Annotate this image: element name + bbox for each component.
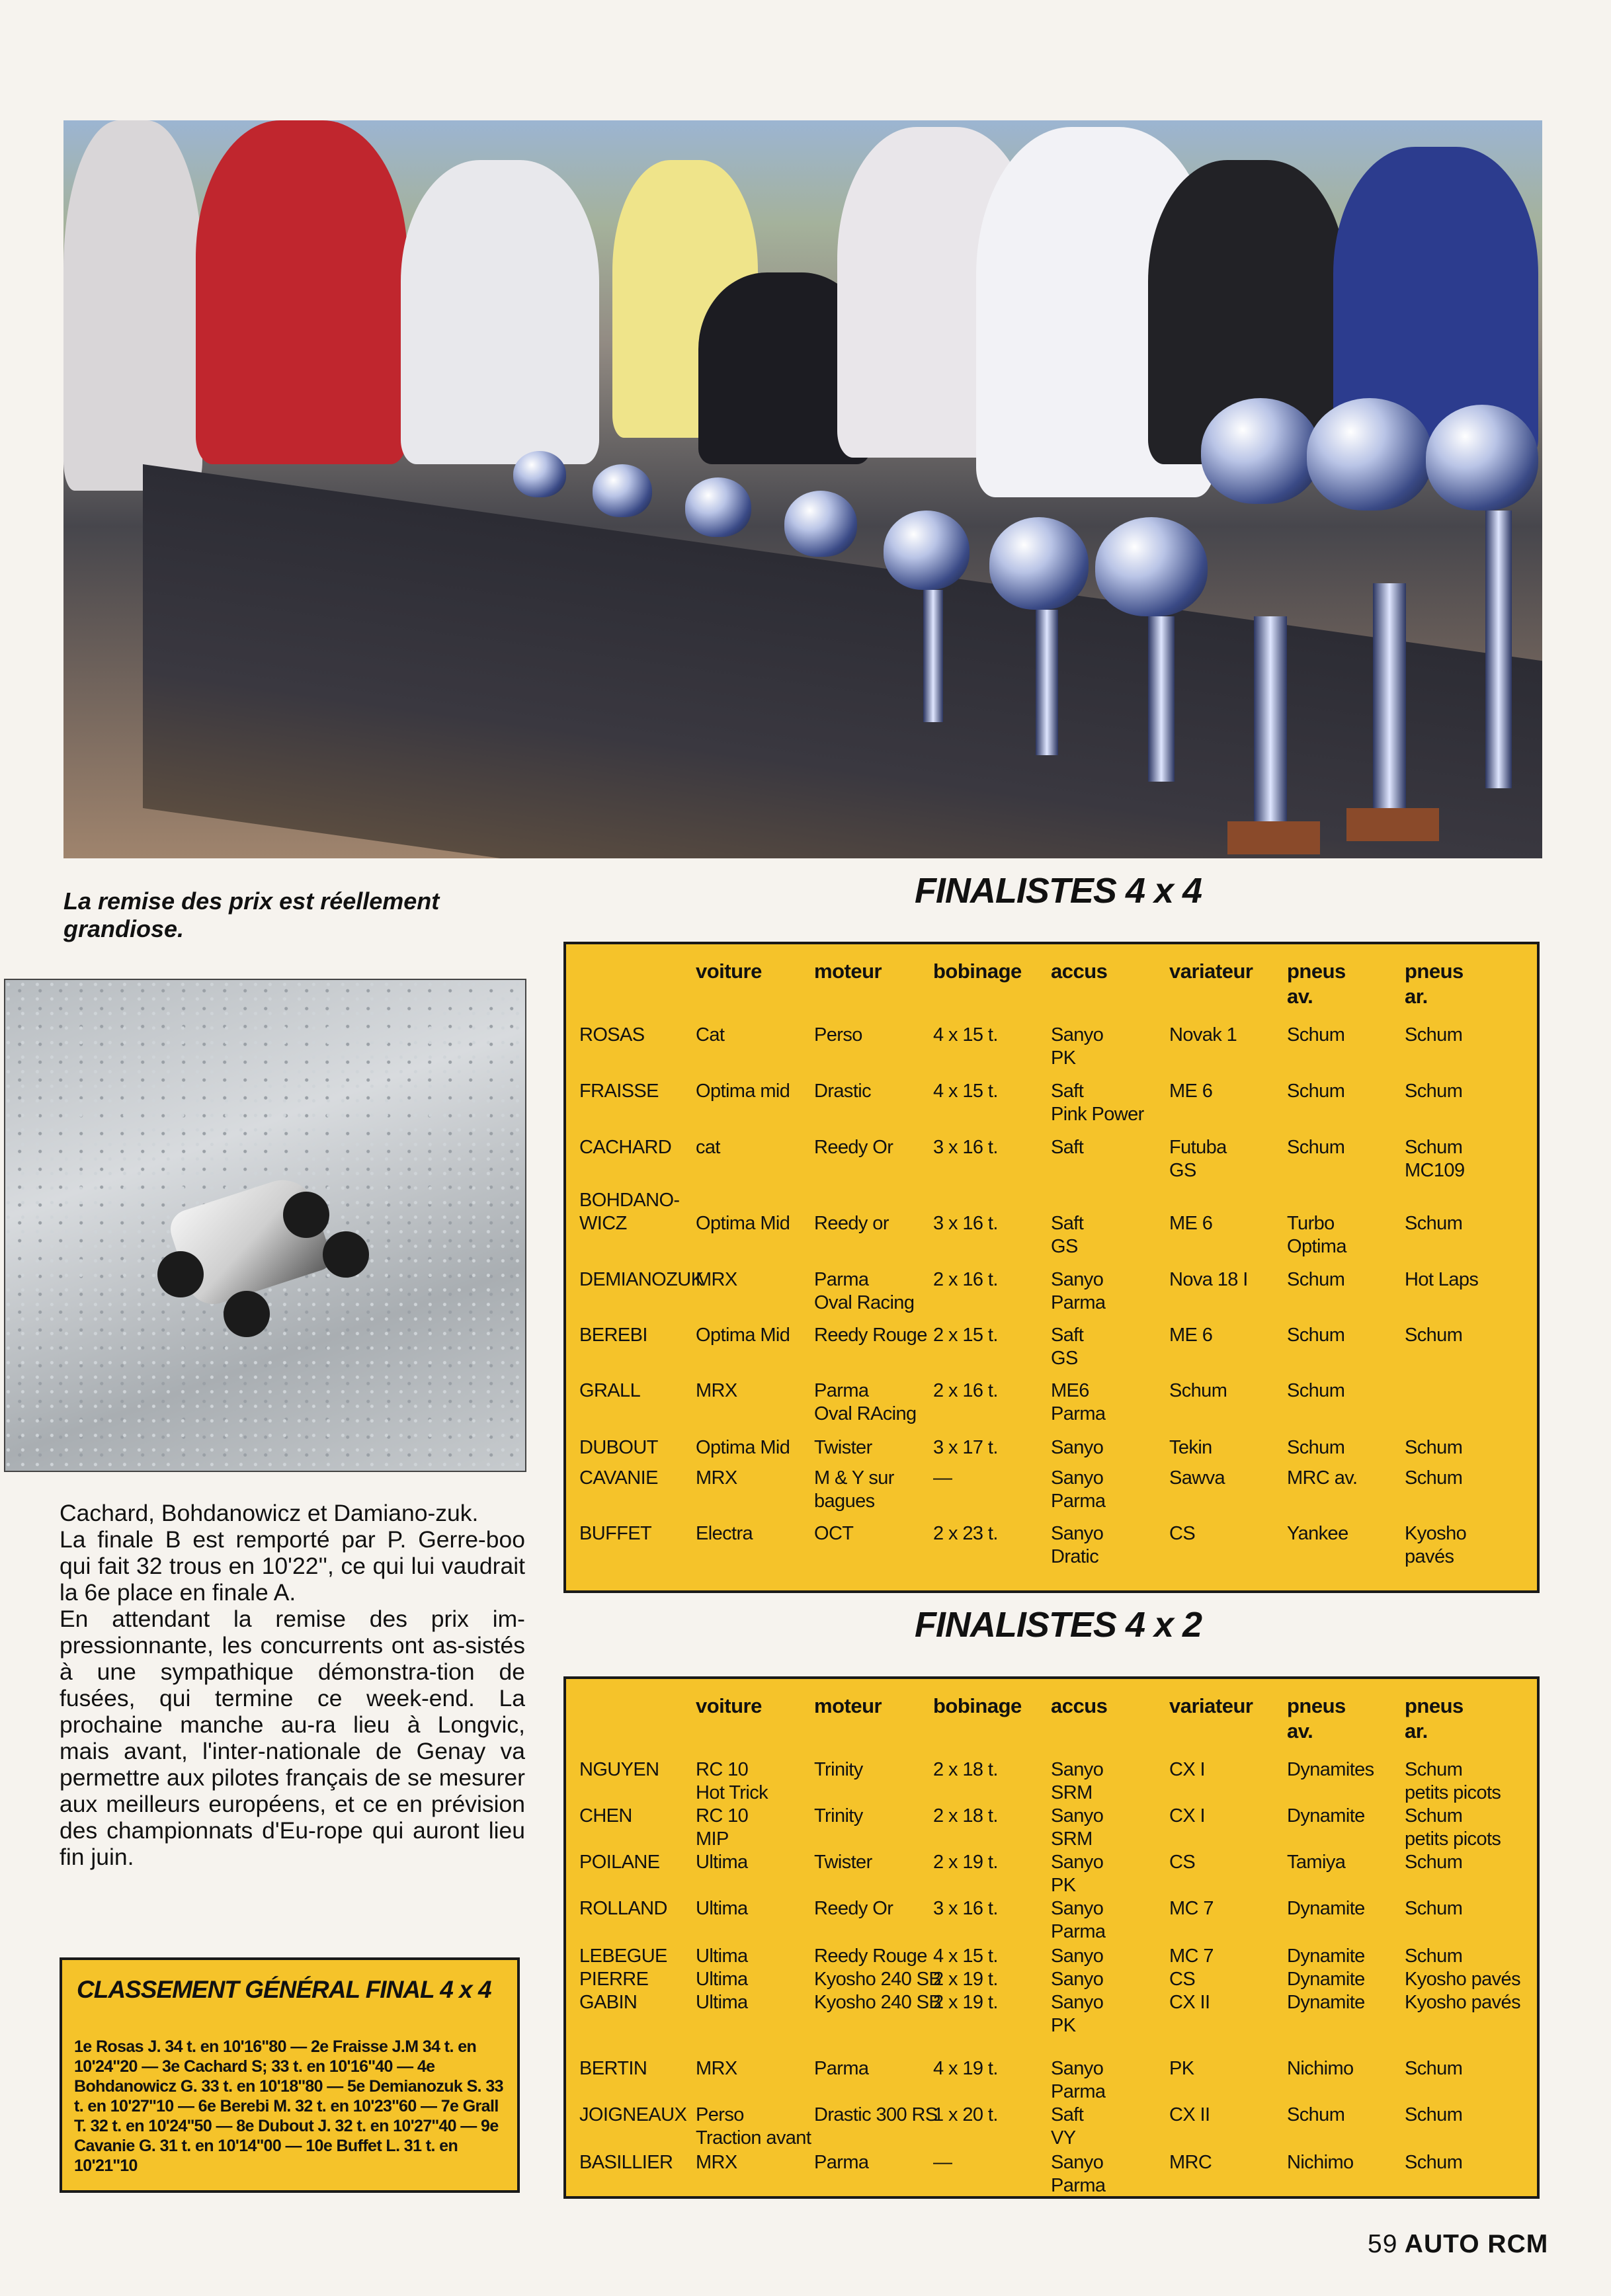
table-cell: Reedy Or xyxy=(814,1898,893,1919)
table-cell: Schum xyxy=(1405,2104,1463,2125)
table-cell: MRX xyxy=(696,2152,737,2173)
table-cell: MC 7 CS CX II xyxy=(1169,1946,1214,2013)
table-cell: PK xyxy=(1169,2058,1194,2079)
table-cell: Sanyo Parma xyxy=(1051,1269,1106,1313)
table-cell: 3 x 16 t. xyxy=(933,1898,998,1919)
magazine-name: AUTO RCM xyxy=(1404,2230,1549,2258)
table-cell: Turbo Optima xyxy=(1287,1213,1346,1257)
table-cell: Schum MC109 xyxy=(1405,1137,1465,1181)
column-header: pneus av. xyxy=(1287,960,1346,1008)
pilot-name-cell: BUFFET xyxy=(579,1523,652,1544)
table-cell: MRX xyxy=(696,1269,737,1290)
table-cell: CX I xyxy=(1169,1759,1205,1780)
table-cell: Schum xyxy=(1287,1137,1345,1158)
table-cell: CX II xyxy=(1169,2104,1210,2125)
table-cell: Sanyo Parma xyxy=(1051,2152,1106,2196)
table-cell: MRX xyxy=(696,1380,737,1401)
table-cell: Nichimo xyxy=(1287,2152,1354,2173)
table-cell: Parma xyxy=(814,2152,869,2173)
table-cell: Schum xyxy=(1405,2152,1463,2173)
pilot-name-cell: JOIGNEAUX xyxy=(579,2104,687,2125)
table-cell: Schum Kyosho pavés Kyosho pavés xyxy=(1405,1946,1520,2013)
table-cell: Tekin xyxy=(1169,1437,1212,1458)
table-cell: Perso Traction avant xyxy=(696,2104,811,2149)
table-cell: Sanyo Dratic xyxy=(1051,1523,1104,1567)
table-cell: Sanyo SRM xyxy=(1051,1759,1104,1803)
table-cell: Schum petits picots xyxy=(1405,1759,1501,1803)
article-text xyxy=(60,1500,525,1870)
table-cell: 3 x 16 t. xyxy=(933,1137,998,1158)
pilot-name-cell: CACHARD xyxy=(579,1137,672,1158)
table-cell: Schum petits picots xyxy=(1405,1805,1501,1850)
column-header: moteur xyxy=(814,1694,882,1717)
pilot-name-cell: BERTIN xyxy=(579,2058,647,2079)
table-cell: ME 6 xyxy=(1169,1325,1213,1346)
table-cell: Drastic 300 RS xyxy=(814,2104,938,2125)
table-cell: Schum xyxy=(1405,1437,1463,1458)
table-cell: CS xyxy=(1169,1523,1196,1544)
table-cell: Schum xyxy=(1405,1852,1463,1873)
pilot-name-cell: BOHDANO- WICZ xyxy=(579,1190,680,1234)
table-cell: 2 x 19 t. xyxy=(933,1852,998,1873)
table-cell: Ultima xyxy=(696,1852,748,1873)
column-header: pneus ar. xyxy=(1405,1694,1464,1742)
page-number: 59 xyxy=(1368,2230,1398,2258)
table-cell: Optima mid xyxy=(696,1081,790,1102)
column-header: voiture xyxy=(696,1694,762,1717)
table-cell: Schum xyxy=(1405,1213,1463,1234)
table-cell: Sanyo Sanyo Sanyo PK xyxy=(1051,1946,1104,2036)
table-cell: Yankee xyxy=(1287,1523,1348,1544)
table-cell: Saft VY xyxy=(1051,2104,1084,2149)
table-cell: Schum xyxy=(1287,1325,1345,1346)
pilot-name-cell: NGUYEN xyxy=(579,1759,659,1780)
table-cell: 4 x 19 t. xyxy=(933,2058,998,2079)
table-cell: Sanyo PK xyxy=(1051,1024,1104,1069)
column-header: bobinage xyxy=(933,1694,1022,1717)
table-cell: Hot Laps xyxy=(1405,1269,1479,1290)
table-cell: Futuba GS xyxy=(1169,1137,1227,1181)
column-header: voiture xyxy=(696,960,762,983)
table-cell: Trinity xyxy=(814,1805,863,1826)
table-cell: Schum xyxy=(1287,1024,1345,1046)
table-cell: Schum xyxy=(1287,2104,1345,2125)
table-cell: MRC av. xyxy=(1287,1467,1358,1489)
column-header: moteur xyxy=(814,960,882,983)
table-cell: Schum xyxy=(1405,1081,1463,1102)
pilot-name-cell: DUBOUT xyxy=(579,1437,658,1458)
article-paragraph: En attendant la remise des prix im-pressionnante, les concurrents ont as-sistés à une sympathique démonstra-tion de fusées, qui termine ce week-end. La prochaine manche au-ra lieu à Longvic, mais avant, l'inter-nationale de Genay va permettre aux pilotes français de se mesurer aux meilleurs européens, et ce en prévision des championnats d'Eu-rope qui auront lieu fin juin. xyxy=(60,1606,525,1870)
photo-caption: La remise des prix est réellement grandiose. xyxy=(63,887,440,942)
table-cell: Twister xyxy=(814,1852,872,1873)
table-cell: ME6 Parma xyxy=(1051,1380,1106,1424)
article-paragraph: Cachard, Bohdanowicz et Damiano-zuk. xyxy=(60,1500,479,1526)
table-cell: CX I xyxy=(1169,1805,1205,1826)
table-cell: Sanyo Parma xyxy=(1051,1898,1106,1942)
table-cell: Cat xyxy=(696,1024,725,1046)
table-cell: Parma Oval RAcing xyxy=(814,1380,917,1424)
table-cell: Perso xyxy=(814,1024,862,1046)
pilot-name-cell: CAVANIE xyxy=(579,1467,658,1489)
table-cell: 1 x 20 t. xyxy=(933,2104,998,2125)
table-cell: Schum xyxy=(1287,1437,1345,1458)
table-4x2-title: FINALISTES 4 x 2 xyxy=(914,1605,1202,1645)
table-cell: MRX xyxy=(696,2058,737,2079)
table-cell: Optima Mid xyxy=(696,1213,790,1234)
table-cell: RC 10 Hot Trick xyxy=(696,1759,768,1803)
table-cell: Sanyo Parma xyxy=(1051,1467,1106,1512)
classement-box xyxy=(60,1957,520,2193)
table-cell: Novak 1 xyxy=(1169,1024,1237,1046)
table-cell: 3 x 17 t. xyxy=(933,1437,998,1458)
table-cell: Trinity xyxy=(814,1759,863,1780)
table-cell: CS xyxy=(1169,1852,1196,1873)
table-cell: Parma xyxy=(814,2058,869,2079)
pilot-name-cell: POILANE xyxy=(579,1852,660,1873)
table-cell: Nova 18 I xyxy=(1169,1269,1248,1290)
column-header: variateur xyxy=(1169,960,1253,983)
table-cell: OCT xyxy=(814,1523,854,1544)
table-cell: 4 x 15 t. 2 x 19 t. 2 x 19 t. xyxy=(933,1946,998,2013)
table-cell: ME 6 xyxy=(1169,1213,1213,1234)
classement-title: CLASSEMENT GÉNÉRAL FINAL 4 x 4 xyxy=(77,1976,491,2003)
table-cell: Twister xyxy=(814,1437,872,1458)
table-cell: Schum xyxy=(1405,1467,1463,1489)
table-cell: MC 7 xyxy=(1169,1898,1214,1919)
table-cell: Schum xyxy=(1405,2058,1463,2079)
pilot-name-cell: FRAISSE xyxy=(579,1081,659,1102)
column-header: pneus ar. xyxy=(1405,960,1464,1008)
table-cell: Ultima Ultima Ultima xyxy=(696,1946,748,2013)
pilot-name-cell: BASILLIER xyxy=(579,2152,673,2173)
table-cell: Schum xyxy=(1287,1081,1345,1102)
table-cell: Sanyo Parma xyxy=(1051,2058,1106,2102)
table-cell: Dynamite xyxy=(1287,1898,1365,1919)
table-cell: 2 x 23 t. xyxy=(933,1523,998,1544)
table-cell: M & Y sur bagues xyxy=(814,1467,894,1512)
table-cell: cat xyxy=(696,1137,720,1158)
table-cell: 4 x 15 t. xyxy=(933,1024,998,1046)
table-cell: Reedy or xyxy=(814,1213,889,1234)
table-cell: Schum xyxy=(1287,1269,1345,1290)
table-cell: Dynamite Dynamite Dynamite xyxy=(1287,1946,1365,2013)
table-cell: 3 x 16 t. xyxy=(933,1213,998,1234)
table-cell: 4 x 15 t. xyxy=(933,1081,998,1102)
page-footer xyxy=(1368,2230,1548,2259)
table-cell: Reedy Rouge Kyosho 240 SB Kyosho 240 SB xyxy=(814,1946,942,2013)
table-cell: Drastic xyxy=(814,1081,872,1102)
table-cell: Dynamites xyxy=(1287,1759,1374,1780)
pilot-name-cell: GRALL xyxy=(579,1380,641,1401)
finalistes-4x2-table xyxy=(563,1676,1540,2199)
finalistes-4x4-table xyxy=(563,942,1540,1593)
table-cell: — xyxy=(933,2152,952,2173)
table-cell: Saft GS xyxy=(1051,1213,1084,1257)
table-cell: Saft Pink Power xyxy=(1051,1081,1144,1125)
table-cell: Reedy Rouge xyxy=(814,1325,927,1346)
table-cell: Saft GS xyxy=(1051,1325,1084,1369)
table-cell: 2 x 15 t. xyxy=(933,1325,998,1346)
table-cell: Sanyo SRM xyxy=(1051,1805,1104,1850)
table-4x4-title: FINALISTES 4 x 4 xyxy=(914,871,1202,911)
table-cell: 2 x 18 t. xyxy=(933,1805,998,1826)
table-cell: 2 x 16 t. xyxy=(933,1380,998,1401)
table-cell: Parma Oval Racing xyxy=(814,1269,915,1313)
table-cell: Optima Mid xyxy=(696,1325,790,1346)
trophy-ceremony-photo xyxy=(63,120,1542,858)
article-paragraph: La finale B est remporté par P. Gerre-boo qui fait 32 trous en 10'22'', ce qui lui vaudrait la 6e place en finale A. xyxy=(60,1526,525,1606)
table-cell: Sanyo PK xyxy=(1051,1852,1104,1896)
table-cell: Electra xyxy=(696,1523,753,1544)
table-cell: RC 10 MIP xyxy=(696,1805,749,1850)
pilot-name-cell: CHEN xyxy=(579,1805,632,1826)
column-header: accus xyxy=(1051,1694,1108,1717)
table-cell: Kyosho pavés xyxy=(1405,1523,1467,1567)
table-cell: MRC xyxy=(1169,2152,1212,2173)
classement-text: 1e Rosas J. 34 t. en 10'16''80 — 2e Fraisse J.M 34 t. en 10'24''20 — 3e Cachard S; 33 t. en 10'16''40 — 4e Bohdanowicz G. 33 t. en 10'18''80 — 5e Demianozuk S. 33 t. en 10'27''10 — 6e Berebi M. 32 t. en 10'23''60 — 7e Grall T. 32 t. en 10'24''50 — 8e Dubout J. 32 t. en 10'27''40 — 9e Cavanie G. 31 t. en 10'14''00 — 10e Buffet L. 31 t. en 10'21''10 xyxy=(74,2037,503,2175)
table-cell: Sawva xyxy=(1169,1467,1225,1489)
column-header: bobinage xyxy=(933,960,1022,983)
pilot-name-cell: DEMIANOZUK xyxy=(579,1269,704,1290)
table-cell: Sanyo xyxy=(1051,1437,1104,1458)
pilot-name-cell: LEBEGUE PIERRE GABIN xyxy=(579,1946,667,2013)
table-cell: Schum xyxy=(1405,1024,1463,1046)
table-cell: Tamiya xyxy=(1287,1852,1346,1873)
table-cell: Schum xyxy=(1405,1325,1463,1346)
rc-car-photo xyxy=(4,979,526,1472)
table-cell: — xyxy=(933,1467,952,1489)
pilot-name-cell: ROSAS xyxy=(579,1024,645,1046)
table-cell: Ultima xyxy=(696,1898,748,1919)
table-cell: ME 6 xyxy=(1169,1081,1213,1102)
table-cell: Schum xyxy=(1169,1380,1227,1401)
pilot-name-cell: ROLLAND xyxy=(579,1898,667,1919)
column-header: variateur xyxy=(1169,1694,1253,1717)
table-cell: Reedy Or xyxy=(814,1137,893,1158)
table-cell: Nichimo xyxy=(1287,2058,1354,2079)
table-cell: MRX xyxy=(696,1467,737,1489)
column-header: accus xyxy=(1051,960,1108,983)
table-cell: Saft xyxy=(1051,1137,1084,1158)
table-cell: Dynamite xyxy=(1287,1805,1365,1826)
table-cell: 2 x 16 t. xyxy=(933,1269,998,1290)
table-cell: Schum xyxy=(1287,1380,1345,1401)
table-cell: Schum xyxy=(1405,1898,1463,1919)
column-header: pneus av. xyxy=(1287,1694,1346,1742)
table-cell: 2 x 18 t. xyxy=(933,1759,998,1780)
table-cell: Optima Mid xyxy=(696,1437,790,1458)
pilot-name-cell: BEREBI xyxy=(579,1325,647,1346)
